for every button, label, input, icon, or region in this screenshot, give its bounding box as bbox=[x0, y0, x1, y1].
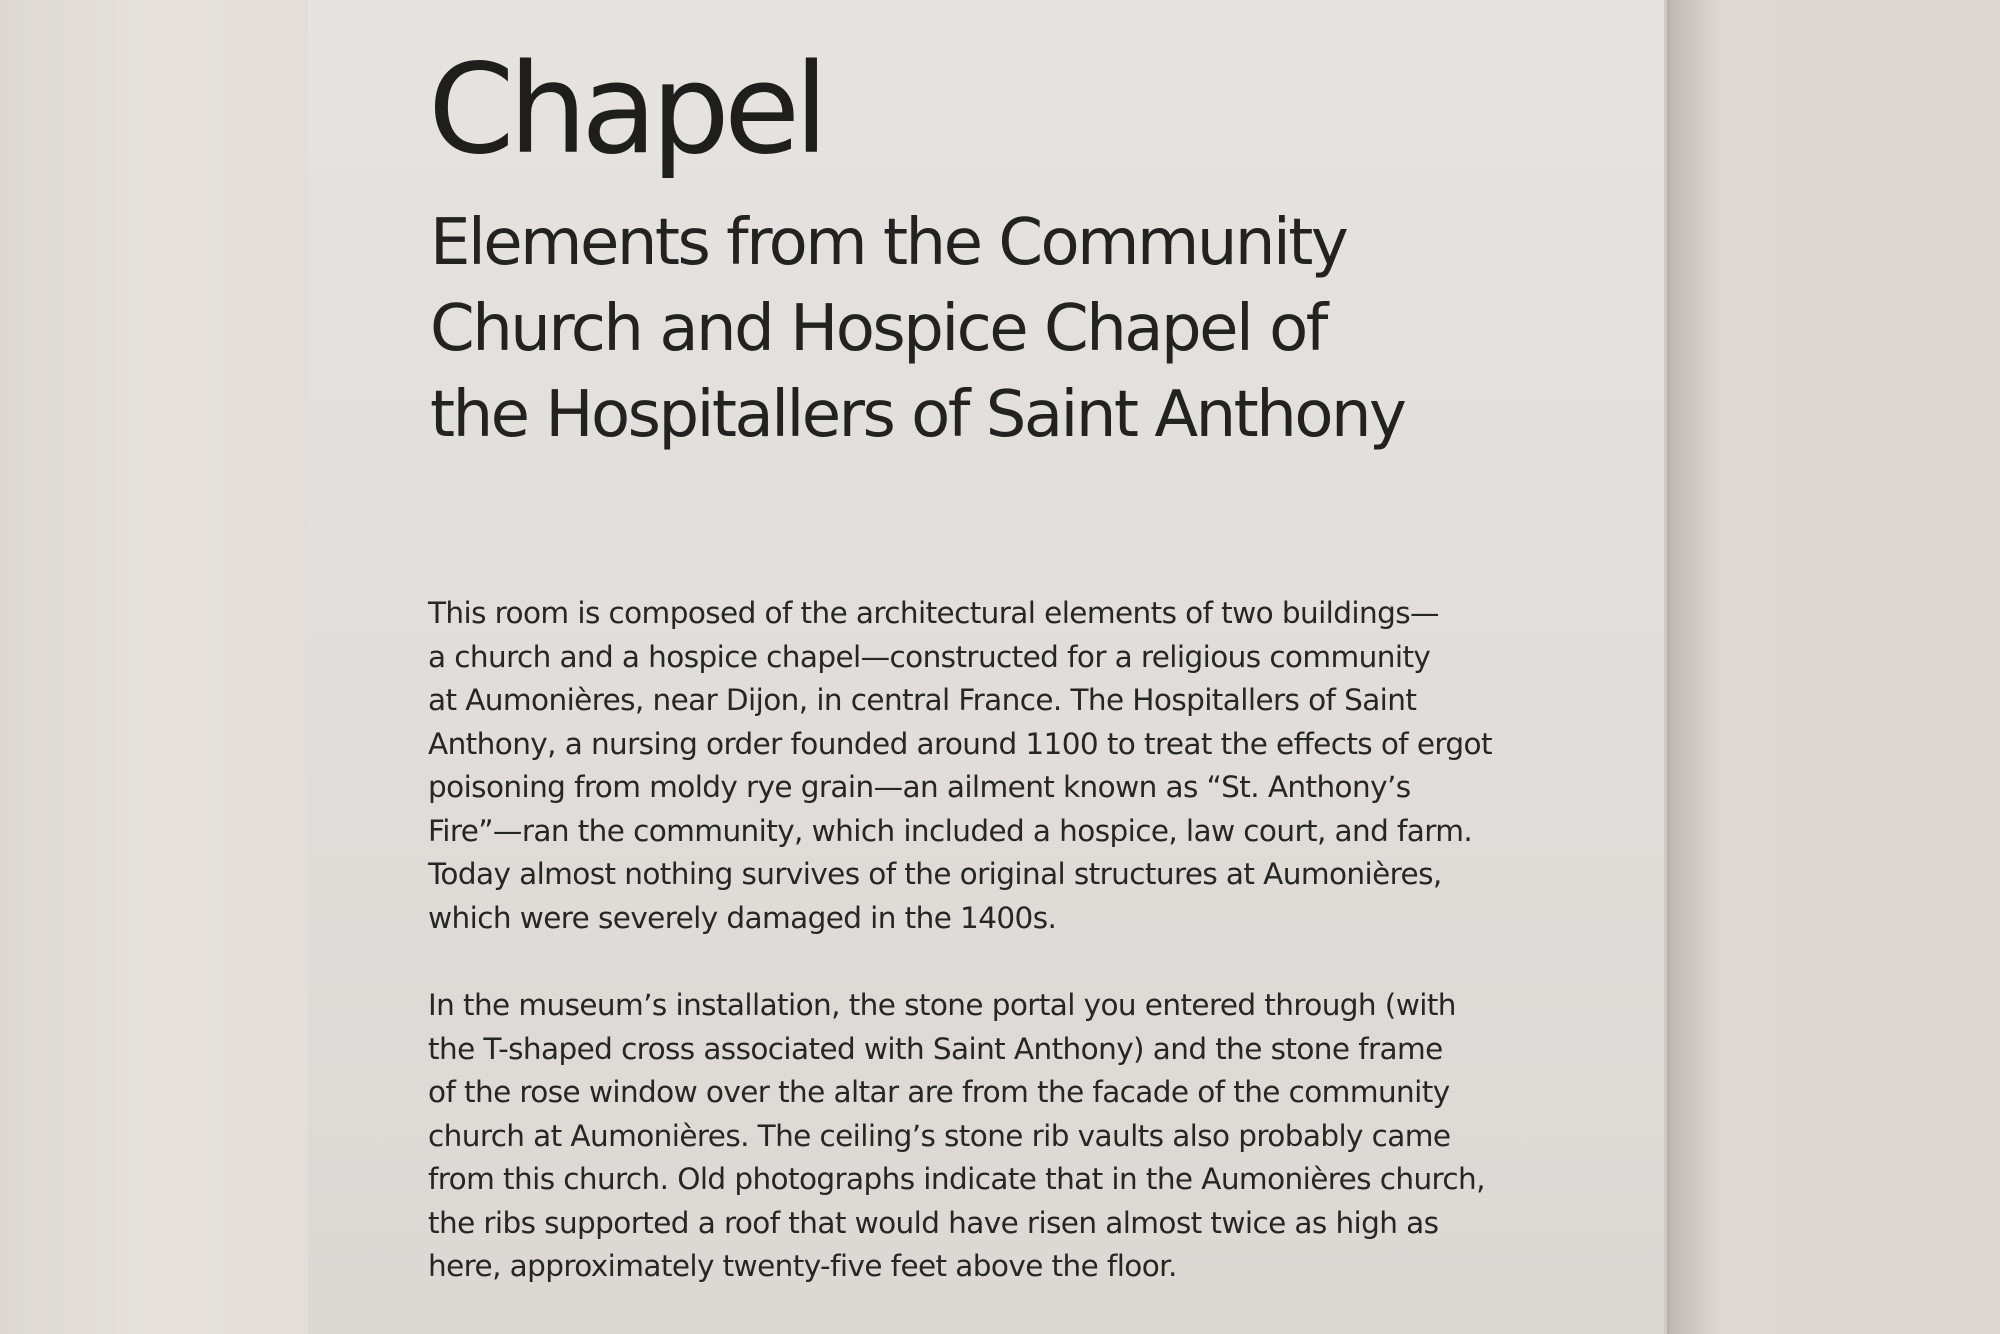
paragraph-history bbox=[428, 592, 1558, 940]
panel-edge bbox=[1664, 0, 1667, 1334]
paragraph-line: Today almost nothing survives of the original structures at Aumonières, bbox=[428, 857, 1442, 891]
paragraph-line: In the museum’s installation, the stone portal you entered through (with bbox=[428, 988, 1456, 1022]
panel-subtitle bbox=[430, 200, 1630, 458]
panel-shadow bbox=[1662, 0, 1722, 1334]
paragraph-installation bbox=[428, 984, 1558, 1289]
paragraph-line: of the rose window over the altar are from the facade of the community bbox=[428, 1075, 1450, 1109]
paragraph-line: which were severely damaged in the 1400s. bbox=[428, 900, 1057, 935]
panel-title: Chapel bbox=[428, 38, 823, 182]
subtitle-line: Elements from the Community bbox=[430, 206, 1347, 280]
paragraph-line: poisoning from moldy rye grain—an ailment known as “St. Anthony’s bbox=[428, 770, 1411, 804]
paragraph-line: from this church. Old photographs indicate that in the Aumonières church, bbox=[428, 1162, 1485, 1196]
subtitle-line: the Hospitallers of Saint Anthony bbox=[430, 378, 1405, 452]
paragraph-line: the ribs supported a roof that would have risen almost twice as high as bbox=[428, 1205, 1439, 1240]
paragraph-line: the T-shaped cross associated with Saint Anthony) and the stone frame bbox=[428, 1031, 1443, 1066]
paragraph-line: here, approximately twenty-five feet above the floor. bbox=[428, 1249, 1177, 1283]
paragraph-line: This room is composed of the architectural elements of two buildings— bbox=[428, 596, 1439, 630]
subtitle-line: Church and Hospice Chapel of bbox=[430, 292, 1326, 366]
paragraph-line: Fire”—ran the community, which included a hospice, law court, and farm. bbox=[428, 813, 1473, 848]
paragraph-line: church at Aumonières. The ceiling’s stone rib vaults also probably came bbox=[428, 1118, 1451, 1153]
paragraph-line: Anthony, a nursing order founded around 1100 to treat the effects of ergot bbox=[428, 726, 1492, 761]
paragraph-line: at Aumonières, near Dijon, in central France. The Hospitallers of Saint bbox=[428, 683, 1417, 717]
paragraph-line: a church and a hospice chapel—constructed for a religious community bbox=[428, 639, 1431, 674]
